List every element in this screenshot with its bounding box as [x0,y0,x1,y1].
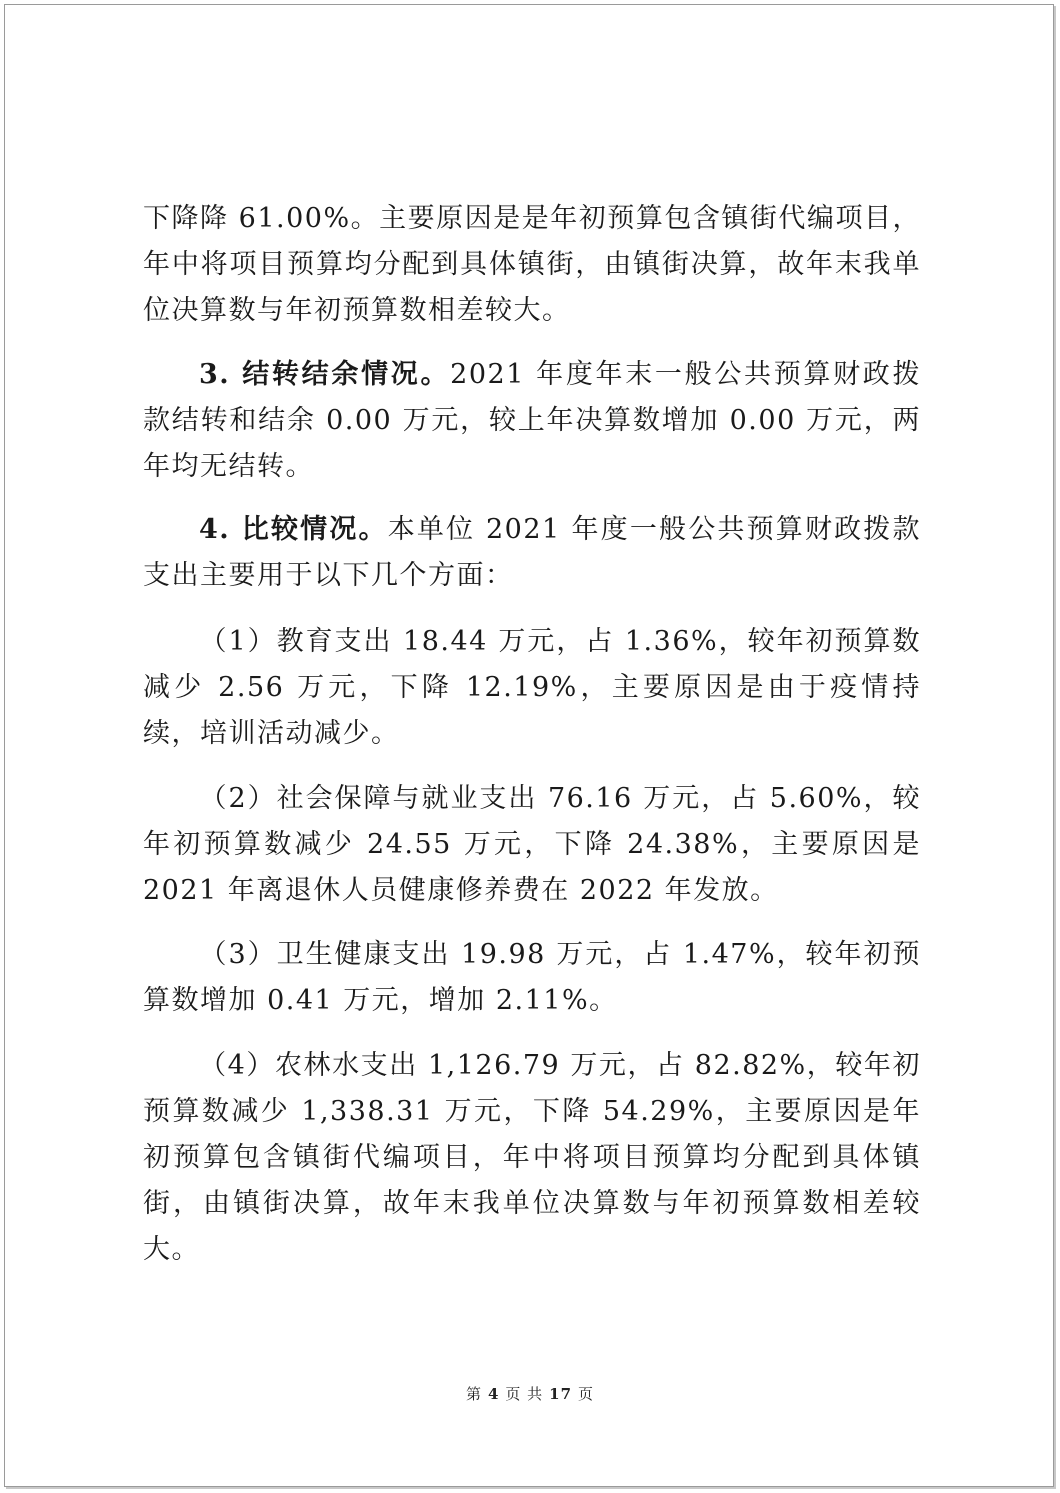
current-page-number: 4 [487,1385,500,1403]
paragraph-agriculture [143,1043,921,1273]
paragraph-continuation [143,196,921,334]
footer-prefix: 第 [465,1385,482,1403]
paragraph-text: （3）卫生健康支出 19.98 万元，占 1.47%，较年初预算数增加 0.41 万元，增加 2.11%。 [143,939,921,1016]
page-footer [0,1383,1060,1404]
footer-suffix: 页 [578,1385,595,1403]
paragraph-text: （2）社会保障与就业支出 76.16 万元，占 5.60%，较年初预算数减少 24.55 万元，下降 24.38%，主要原因是 2021 年离退休人员健康修养费在 2022 年发放。 [143,783,921,906]
paragraph-carryover-balance [143,352,921,490]
paragraph-text: （4）农林水支出 1,126.79 万元，占 82.82%，较年初预算数减少 1,338.31 万元，下降 54.29%，主要原因是年初预算包含镇街代编项目，年中将项目预算均分配到具体镇街，由镇街决算，故年末我单位决算数与年初预算数相差较大。 [143,1050,921,1265]
paragraph-text: 下降降 61.00%。主要原因是是年初预算包含镇街代编项目，年中将项目预算均分配到具体镇街，由镇街决算，故年末我单位决算数与年初预算数相差较大。 [143,203,921,326]
section-heading: 3. 结转结余情况。 [199,359,451,390]
paragraph-education [143,619,921,757]
paragraph-health [143,932,921,1024]
section-heading: 4. 比较情况。 [199,514,388,545]
paragraph-comparison [143,507,921,599]
paragraph-text: 本单位 2021 年度一般公共预算财政拨款支出主要用于以下几个方面： [143,514,921,591]
paragraph-text: 2021 年度年末一般公共预算财政拨款结转和结余 0.00 万元，较上年决算数增加 0.00 万元，两年均无结转。 [143,359,921,482]
paragraph-social-security [143,776,921,914]
paragraph-text: （1）教育支出 18.44 万元，占 1.36%，较年初预算数减少 2.56 万元，下降 12.19%，主要原因是由于疫情持续，培训活动减少。 [143,626,921,749]
footer-middle: 页 共 [505,1385,544,1403]
total-pages-number: 17 [549,1385,573,1403]
